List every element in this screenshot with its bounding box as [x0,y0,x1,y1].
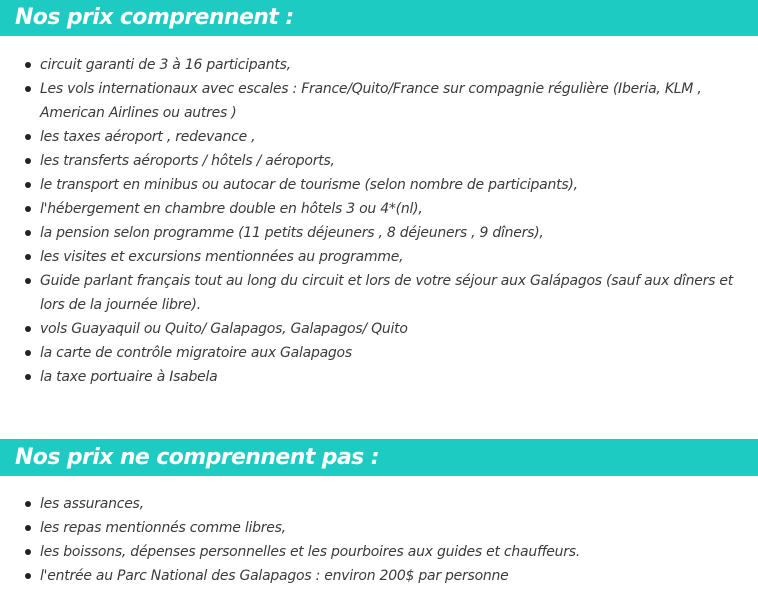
list-item [0,365,745,389]
list-item-text: la pension selon programme (11 petits déjeuners , 8 déjeuners , 9 dîners), [40,225,544,241]
bullet-icon [25,549,31,555]
bullet-icon [25,278,31,284]
excluded-list [0,492,745,588]
list-item-text: l'hébergement en chambre double en hôtels 3 ou 4*(nl), [40,201,423,217]
list-item [0,564,745,588]
bullet-icon [25,326,31,332]
bullet-icon [25,501,31,507]
list-item [0,197,745,221]
list-item-text: le transport en minibus ou autocar de tourisme (selon nombre de participants), [40,177,578,193]
list-item-text: les taxes aéroport , redevance , [40,129,256,145]
list-item-text: circuit garanti de 3 à 16 participants, [40,57,291,73]
bullet-icon [25,254,31,260]
list-item [0,173,745,197]
list-item [0,317,745,341]
list-item [0,492,745,516]
bullet-icon [25,158,31,164]
bullet-icon [25,206,31,212]
list-item [0,540,745,564]
bullet-icon [25,62,31,68]
included-list [0,53,745,389]
list-item-text: les repas mentionnés comme libres, [40,520,286,536]
excluded-section-title: Nos prix ne comprennent pas : [0,439,758,476]
list-item-text: Guide parlant français tout au long du circuit et lors de votre séjour aux Galápagos (sauf aux dîners et lors de la journée libre). [40,273,733,313]
list-item-text: vols Guayaquil ou Quito/ Galapagos, Galapagos/ Quito [40,321,408,337]
bullet-icon [25,350,31,356]
bullet-icon [25,374,31,380]
list-item [0,341,745,365]
list-item-text: Les vols internationaux avec escales : France/Quito/France sur compagnie régulière (Iberia, KLM , American Airlines ou autres ) [40,81,702,121]
list-item [0,125,745,149]
list-item [0,149,745,173]
list-item-text: les assurances, [40,496,144,512]
list-item [0,77,745,125]
list-item-text: les transferts aéroports / hôtels / aéroports, [40,153,335,169]
list-item [0,516,745,540]
list-item [0,221,745,245]
list-item-text: les boissons, dépenses personnelles et les pourboires aux guides et chauffeurs. [40,544,581,560]
list-item-text: la taxe portuaire à Isabela [40,369,218,385]
bullet-icon [25,182,31,188]
list-item [0,245,745,269]
bullet-icon [25,525,31,531]
list-item [0,269,745,317]
bullet-icon [25,573,31,579]
included-section-title: Nos prix comprennent : [0,0,758,36]
list-item-text: l'entrée au Parc National des Galapagos : environ 200$ par personne [40,568,509,584]
list-item-text: la carte de contrôle migratoire aux Galapagos [40,345,352,361]
list-item [0,53,745,77]
bullet-icon [25,134,31,140]
bullet-icon [25,230,31,236]
bullet-icon [25,86,31,92]
list-item-text: les visites et excursions mentionnées au programme, [40,249,404,265]
